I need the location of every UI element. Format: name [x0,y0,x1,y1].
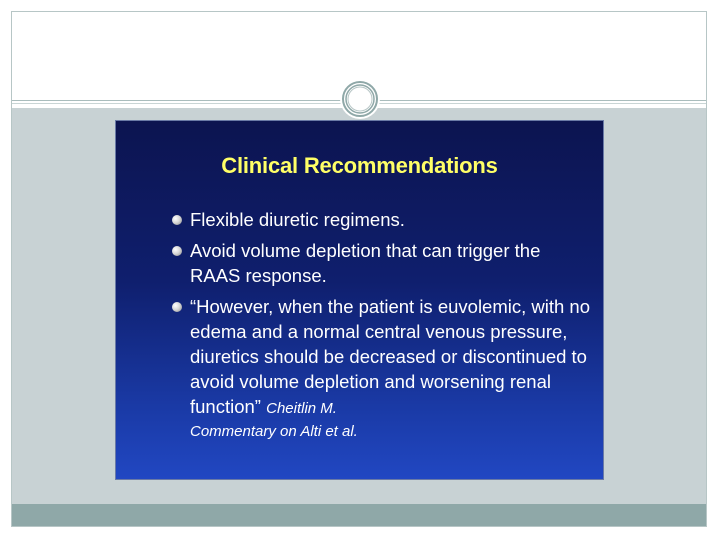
bullet-text: Avoid volume depletion that can trigger the RAAS response. [190,240,541,286]
bullet-item [172,294,592,443]
bullet-text: “However, when the patient is euvolemic, with no edema and a normal central venous pressure, diuretics should be decreased or discontinued to avoid volume depletion and worsening renal function” [190,296,591,417]
bullet-dot-icon [172,302,182,312]
slide-image [115,120,604,480]
bullet-dot-icon [172,215,182,225]
footer-band [12,504,706,526]
bullet-item [172,238,592,288]
slide-title: Clinical Recommendations [221,153,498,178]
citation-source: Commentary on Alti et al. [190,423,358,440]
ring-ornament-icon [340,79,380,119]
citation-author: Cheitlin M. [266,400,337,417]
bullet-dot-icon [172,246,182,256]
bullet-text: Flexible diuretic regimens. [190,209,405,230]
bullet-list [172,207,592,449]
bullet-item [172,207,592,232]
